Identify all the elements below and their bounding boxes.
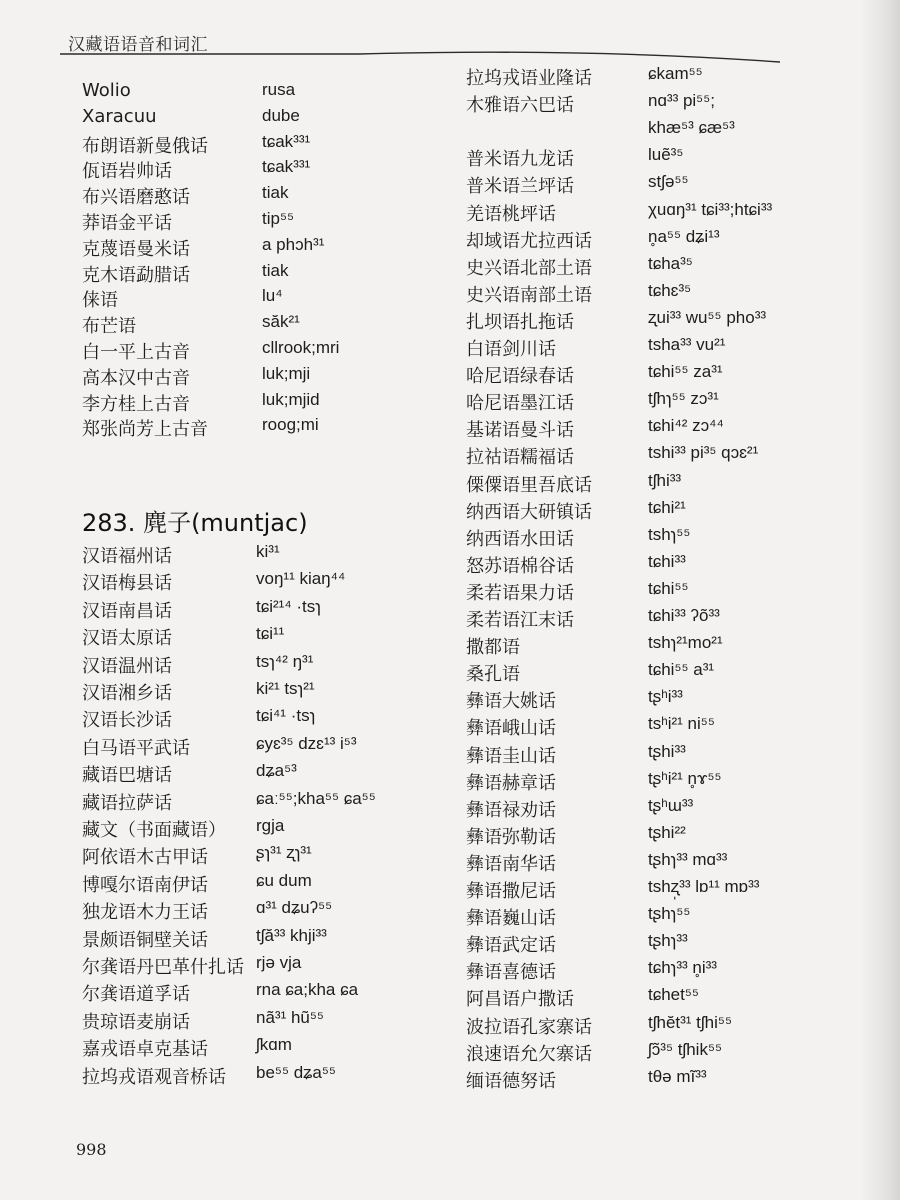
word-entry xyxy=(466,254,836,281)
word-entry xyxy=(466,958,836,985)
phonetic-form: dʑa⁵³ xyxy=(256,761,297,781)
word-entry xyxy=(466,579,836,606)
language-name: 郑张尚芳上古音 xyxy=(82,419,208,441)
word-entry xyxy=(466,118,836,145)
phonetic-form: tshɿ⁵⁵ xyxy=(648,524,691,544)
word-entry xyxy=(82,706,442,733)
word-entry xyxy=(466,145,836,172)
word-entry xyxy=(82,1063,442,1090)
phonetic-form: tɕhi⁵⁵ za³¹ xyxy=(648,362,723,382)
language-name: 彝语撒尼话 xyxy=(466,881,556,902)
language-name: 克蔑语曼米话 xyxy=(82,238,190,260)
language-name: 史兴语南部土语 xyxy=(466,284,592,306)
language-name: 普米语九龙话 xyxy=(466,149,574,171)
word-entry xyxy=(466,308,836,335)
word-entry xyxy=(82,542,442,569)
phonetic-form: tɕak³³¹ xyxy=(262,131,311,151)
phonetic-form: tʃhĕt³¹ tʃhi⁵⁵ xyxy=(648,1012,733,1032)
language-name: 汉语湘乡话 xyxy=(82,683,172,704)
word-entry xyxy=(466,660,836,687)
phonetic-form: luẽ³⁵ xyxy=(648,145,684,165)
page-number: 998 xyxy=(76,1140,107,1159)
phonetic-form: χuɑŋ³¹ tɕi³³;htɕi³³ xyxy=(648,199,773,219)
word-entry xyxy=(82,597,442,624)
word-entry xyxy=(466,552,836,579)
word-entry xyxy=(82,338,442,364)
word-entry xyxy=(466,769,836,796)
word-entry xyxy=(466,985,836,1012)
phonetic-form: ɕyɛ³⁵ dzɛ¹³ i⁵³ xyxy=(256,733,357,753)
phonetic-form: rna ɕa;kha ɕa xyxy=(256,980,359,1000)
phonetic-form: tɕhi⁵⁵ xyxy=(648,578,689,598)
language-name: 哈尼语绿春话 xyxy=(466,366,574,388)
word-entry xyxy=(82,816,442,843)
running-head: 汉藏语语音和词汇 xyxy=(68,35,208,55)
language-name: 桑孔语 xyxy=(466,664,520,686)
word-entry xyxy=(466,606,836,633)
language-name: 普米语兰坪话 xyxy=(466,176,574,198)
right-column xyxy=(466,64,836,1104)
phonetic-form: tʃă³³ khji³³ xyxy=(256,925,327,945)
phonetic-form: ɕaː⁵⁵;kha⁵⁵ ɕa⁵⁵ xyxy=(256,788,376,808)
word-entry xyxy=(82,761,442,788)
word-entry xyxy=(82,390,442,416)
word-entry xyxy=(82,132,442,158)
language-name: 汉语长沙话 xyxy=(82,710,172,732)
language-name: 白语剑川话 xyxy=(466,339,556,360)
word-entry xyxy=(466,823,836,850)
language-name: 独龙语木力王话 xyxy=(82,902,208,924)
language-name: 布兴语磨憨话 xyxy=(82,187,190,209)
phonetic-form: ki²¹ tsɿ²¹ xyxy=(256,679,315,698)
language-name: 嘉戎语卓克基话 xyxy=(82,1039,208,1061)
word-entry xyxy=(82,183,442,209)
phonetic-form: rjə vja xyxy=(256,953,302,972)
word-entry xyxy=(82,1008,442,1035)
word-entry xyxy=(466,687,836,714)
phonetic-form: tʂhɿ⁵⁵ xyxy=(648,904,691,924)
language-name: 傈僳语里吾底话 xyxy=(466,474,592,496)
language-name: 浪速语允欠寨话 xyxy=(466,1043,592,1065)
phonetic-form: n̥a⁵⁵ dʑi¹³ xyxy=(648,226,720,246)
word-entry xyxy=(82,871,442,898)
word-entry xyxy=(466,850,836,877)
word-entry xyxy=(466,1013,836,1040)
phonetic-form: tiak xyxy=(262,183,289,203)
language-name: 尔龚语丹巴革什扎话 xyxy=(82,957,244,978)
left-column-bottom xyxy=(82,542,442,1102)
phonetic-form: tʂhɿ³³ xyxy=(648,931,688,951)
word-entry xyxy=(82,569,442,596)
phonetic-form: tʂhi²² xyxy=(648,822,686,842)
phonetic-form: be⁵⁵ dʑa⁵⁵ xyxy=(256,1062,336,1082)
word-entry xyxy=(466,443,836,470)
word-entry xyxy=(466,335,836,362)
language-name: 柔若语果力话 xyxy=(466,582,574,604)
phonetic-form: tʂʰi³³ xyxy=(648,687,683,707)
language-name: 彝语巍山话 xyxy=(466,908,556,930)
language-name: 李方桂上古音 xyxy=(82,393,190,415)
word-entry xyxy=(82,898,442,925)
phonetic-form: ɑ³¹ dʑuʔ⁵⁵ xyxy=(256,898,333,918)
word-entry xyxy=(466,227,836,254)
word-entry xyxy=(82,1035,442,1062)
language-name: Wolio xyxy=(82,80,131,101)
word-entry xyxy=(466,362,836,389)
word-entry xyxy=(82,926,442,953)
language-name: 拉祜语糯福话 xyxy=(466,447,574,469)
phonetic-form: a phɔh³¹ xyxy=(262,234,325,254)
language-name: 纳西语水田话 xyxy=(466,528,574,550)
word-entry xyxy=(466,389,836,416)
phonetic-form: tʂhi³³ xyxy=(648,741,686,761)
language-name: 却域语尤拉西话 xyxy=(466,230,592,252)
word-entry xyxy=(466,498,836,525)
word-entry xyxy=(466,281,836,308)
phonetic-form: luk;mji xyxy=(262,363,311,383)
language-name: 藏语巴塘话 xyxy=(82,765,172,787)
language-name: 彝语圭山话 xyxy=(466,745,556,767)
phonetic-form: ɕu dum xyxy=(256,870,312,890)
phonetic-form: ʃkɑm xyxy=(256,1035,292,1055)
phonetic-form: roog;mi xyxy=(262,415,319,435)
word-entry xyxy=(82,209,442,235)
left-column-top xyxy=(82,80,442,440)
language-name: 彝语武定话 xyxy=(466,935,556,957)
language-name: 彝语禄劝话 xyxy=(466,799,556,821)
word-entry xyxy=(82,734,442,761)
language-name: 拉坞戎语业隆话 xyxy=(466,68,592,89)
phonetic-form: tʂʰɯ³³ xyxy=(648,795,694,815)
language-name: 克木语勐腊话 xyxy=(82,264,190,286)
word-entry xyxy=(82,415,442,441)
phonetic-form: tɕhi⁴² zɔ⁴⁴ xyxy=(648,416,724,436)
phonetic-form: tshʐ̩³³ lɒ¹¹ mɒ³³ xyxy=(648,877,760,896)
phonetic-form: tshɿ²¹mo²¹ xyxy=(648,633,723,653)
word-entry xyxy=(466,1040,836,1067)
language-name: 白马语平武话 xyxy=(82,737,190,759)
language-name: 纳西语大研镇话 xyxy=(466,501,592,523)
word-entry xyxy=(466,796,836,823)
word-entry xyxy=(82,312,442,338)
language-name: 俫语 xyxy=(82,290,118,312)
word-entry xyxy=(82,157,442,183)
phonetic-form: tsʰi²¹ ni⁵⁵ xyxy=(648,714,715,734)
phonetic-form: tɕi⁴¹ ·tsɿ xyxy=(256,706,316,726)
language-name: 史兴语北部土语 xyxy=(466,257,592,279)
phonetic-form: rusa xyxy=(262,80,296,99)
language-name: 汉语梅县话 xyxy=(82,573,172,595)
language-name: 高本汉中古音 xyxy=(82,367,190,389)
phonetic-form: tɕha³⁵ xyxy=(648,253,693,273)
word-entry xyxy=(466,471,836,498)
language-name: 汉语南昌话 xyxy=(82,600,172,622)
language-name: 彝语弥勒话 xyxy=(466,826,556,848)
language-name: 布朗语新曼俄话 xyxy=(82,135,208,157)
phonetic-form: tɕhi³³ xyxy=(648,551,686,571)
language-name: 尔龚语道孚话 xyxy=(82,984,190,1006)
language-name: 汉语太原话 xyxy=(82,628,172,650)
word-entry xyxy=(82,980,442,1007)
word-entry xyxy=(466,633,836,660)
phonetic-form: tɕhet⁵⁵ xyxy=(648,985,699,1005)
language-name: 藏语拉萨话 xyxy=(82,792,172,814)
phonetic-form: tʃhɿ⁵⁵ zɔ³¹ xyxy=(648,389,719,409)
language-name: 波拉语孔家寨话 xyxy=(466,1016,592,1038)
word-entry xyxy=(82,106,442,132)
language-name: 白一平上古音 xyxy=(82,342,190,363)
word-entry xyxy=(466,931,836,958)
word-entry xyxy=(466,714,836,741)
language-name: 阿昌语户撒话 xyxy=(466,989,574,1011)
language-name: 阿依语木古甲话 xyxy=(82,847,208,869)
phonetic-form: dube xyxy=(262,105,300,125)
phonetic-form: tɕi²¹⁴ ·tsɿ xyxy=(256,596,321,616)
language-name: 彝语大姚话 xyxy=(466,691,556,713)
phonetic-form: tɕhi³³ ʔõ³³ xyxy=(648,606,720,625)
word-entry xyxy=(82,843,442,870)
phonetic-form: cllrook;mri xyxy=(262,338,340,357)
phonetic-form: lu⁴ xyxy=(262,286,283,306)
word-entry xyxy=(82,652,442,679)
phonetic-form: nã³¹ hũ⁵⁵ xyxy=(256,1007,324,1027)
phonetic-form: ʐui³³ wu⁵⁵ pho³³ xyxy=(648,307,767,327)
phonetic-form: tɕhi²¹ xyxy=(648,497,686,517)
language-name: Xaracuu xyxy=(82,105,157,127)
word-entry xyxy=(82,235,442,261)
language-name: 扎坝语扎拖话 xyxy=(466,311,574,333)
phonetic-form: tshi³³ pi³⁵ qɔɛ²¹ xyxy=(648,443,759,463)
phonetic-form: khæ⁵³ ɕæ⁵³ xyxy=(648,118,735,138)
language-name: 彝语喜德话 xyxy=(466,962,556,984)
phonetic-form: tʃhi³³ xyxy=(648,470,682,490)
phonetic-form: tɕhɛ³⁵ xyxy=(648,280,692,300)
phonetic-form: ɕkam⁵⁵ xyxy=(648,64,703,83)
phonetic-form: tɕak³³¹ xyxy=(262,157,311,177)
phonetic-form: tiak xyxy=(262,260,289,280)
phonetic-form: tɕhi⁵⁵ a³¹ xyxy=(648,660,715,680)
language-name: 哈尼语墨江话 xyxy=(466,393,574,415)
language-name: 拉坞戎语观音桥话 xyxy=(82,1066,226,1088)
word-entry xyxy=(82,364,442,390)
language-name: 汉语温州话 xyxy=(82,655,172,677)
word-entry xyxy=(466,200,836,227)
language-name: 汉语福州话 xyxy=(82,546,172,567)
phonetic-form: ʂɿ³¹ ʐɿ³¹ xyxy=(256,843,312,863)
word-entry xyxy=(466,91,836,118)
word-entry xyxy=(466,64,836,91)
word-entry xyxy=(82,624,442,651)
language-name: 景颇语铜壁关话 xyxy=(82,929,208,951)
word-entry xyxy=(82,286,442,312)
phonetic-form: tɕhɿ³³ n̥i³³ xyxy=(648,958,717,978)
word-entry xyxy=(466,904,836,931)
language-name: 羌语桃坪话 xyxy=(466,203,556,225)
word-entry xyxy=(82,261,442,287)
phonetic-form: voŋ¹¹ kiaŋ⁴⁴ xyxy=(256,569,346,589)
phonetic-form: săk²¹ xyxy=(262,312,300,332)
language-name: 彝语南华话 xyxy=(466,853,556,875)
phonetic-form: luk;mjid xyxy=(262,389,320,409)
language-name: 藏文（书面藏语） xyxy=(82,820,226,841)
word-entry xyxy=(466,877,836,904)
word-entry xyxy=(466,742,836,769)
word-entry xyxy=(466,525,836,552)
section-title: 283. 麂子(muntjac) xyxy=(82,509,308,537)
word-entry xyxy=(82,679,442,706)
word-entry xyxy=(82,80,442,106)
language-name: 博嘎尔语南伊话 xyxy=(82,874,208,896)
phonetic-form: ki³¹ xyxy=(256,542,280,561)
word-entry xyxy=(466,1067,836,1094)
language-name: 怒苏语棉谷话 xyxy=(466,555,574,577)
language-name: 基诺语曼斗话 xyxy=(466,420,574,442)
language-name: 彝语赫章话 xyxy=(466,772,556,794)
language-name: 木雅语六巴话 xyxy=(466,95,574,117)
word-entry xyxy=(82,789,442,816)
language-name: 柔若语江末话 xyxy=(466,610,574,631)
phonetic-form: tʂhɿ³³ mɑ³³ xyxy=(648,849,728,869)
language-name: 贵琼语麦崩话 xyxy=(82,1011,190,1033)
phonetic-form: tsɿ⁴² ŋ³¹ xyxy=(256,651,314,671)
phonetic-form: nɑ³³ pi⁵⁵; xyxy=(648,91,716,111)
phonetic-form: rgja xyxy=(256,816,285,835)
language-name: 彝语峨山话 xyxy=(466,718,556,740)
phonetic-form: tip⁵⁵ xyxy=(262,209,295,228)
language-name: 撒都语 xyxy=(466,637,520,659)
language-name: 莽语金平话 xyxy=(82,213,172,234)
word-entry xyxy=(466,172,836,199)
language-name: 缅语德努话 xyxy=(466,1070,556,1092)
language-name: 布芒语 xyxy=(82,316,136,338)
phonetic-form: tʂʰi²¹ n̥ɤ⁵⁵ xyxy=(648,768,722,788)
language-name: 佤语岩帅话 xyxy=(82,161,172,183)
phonetic-form: ʃɔ̃³⁵ tʃhik⁵⁵ xyxy=(648,1039,723,1059)
phonetic-form: tsha³³ vu²¹ xyxy=(648,335,726,354)
page-edge-shadow xyxy=(860,0,900,1200)
phonetic-form: tɕi¹¹ xyxy=(256,624,285,644)
phonetic-form: stʃə⁵⁵ xyxy=(648,172,689,192)
word-entry xyxy=(466,416,836,443)
phonetic-form: tθə mĩ³³ xyxy=(648,1066,707,1086)
word-entry xyxy=(82,953,442,980)
